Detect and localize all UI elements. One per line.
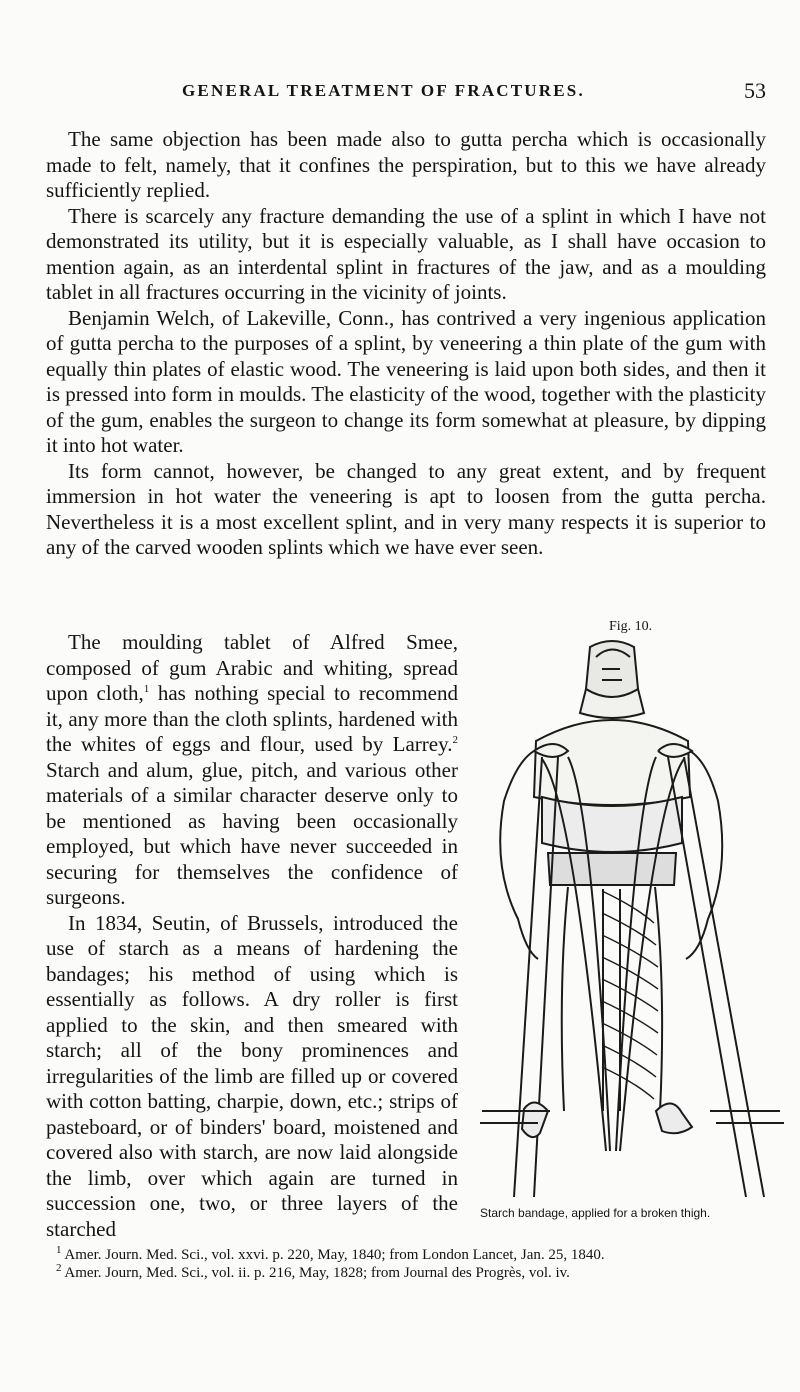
footnote (46, 1264, 766, 1282)
paragraph: There is scarcely any fracture demanding the use of a splint in which I have not demonstrated its utility, but it is especially valuable, as I shall have occasion to mention again, as an interdental splint in fractures of the jaw, and as a moulding tablet in all fractures occurring in the vicinity of joints. (46, 203, 766, 304)
text-span: Starch and alum, glue, pitch, and various other materials of a similar character deserve only to be mentioned as having been occasionally employed, but which have never succeeded in securing for themselves the confidence of surgeons. (46, 757, 458, 909)
page-header (182, 78, 766, 111)
footnote-mark: 2 (56, 1262, 62, 1274)
footnote-text: Amer. Journ. Med. Sci., vol. xxvi. p. 220, May, 1840; from London Lancet, Jan. 25, 1840. (61, 1247, 605, 1263)
text-span: The moulding tablet of Alfred Smee, composed of gum Arabic and whiting, spread upon cloth, (46, 630, 458, 705)
paragraph: The same objection has been made also to gutta percha which is occasionally made to felt, namely, that it confines the perspiration, but to this we have already sufficiently replied. (46, 127, 766, 202)
figure-label: Fig. 10. (609, 619, 653, 634)
text-column (46, 630, 458, 1242)
paragraph: In 1834, Seutin, of Brussels, introduced the use of starch as a means of hardening the bandages; his method of using which is essentially as follows. A dry roller is first applied to the skin, and then smeared with starch; all of the bony prominences and irregularities of the limb are filled up or covered with cotton batting, charpie, down, etc.; strips of pasteboard, or of binders' board, moistened and covered also with starch, are now laid alongside the limb, over which again are turned in succession one, two, or three layers of the starched (46, 910, 458, 1241)
page-number: 53 (744, 78, 766, 103)
footnotes (46, 1246, 766, 1282)
full-width-text (46, 127, 766, 561)
paragraph: Its form cannot, however, be changed to any great extent, and by frequent immersion in hot water the veneering is apt to loosen from the gutta percha. Nevertheless it is a most excellent splint, and in very many respects it is superior to any of the carved wooden splints which we have ever seen. (46, 458, 766, 559)
running-head: GENERAL TREATMENT OF FRACTURES. (182, 81, 585, 100)
paragraph: Benjamin Welch, of Lakeville, Conn., has contrived a very ingenious application of gutta percha to the purposes of a splint, by veneering a thin plate of the gum with equally thin plates of elastic wood. The veneering is laid upon both sides, and then it is pressed into form in moulds. The elasticity of the wood, together with the plasticity of the gum, enables the surgeon to change its form somewhat at pleasure, by dipping it into hot water. (46, 305, 766, 457)
footnote-ref: 2 (452, 734, 458, 746)
starch-bandage-illustration (480, 637, 785, 1205)
text-span: has nothing special to recommend it, any more than the cloth splints, hardened with the whites of eggs and flour, used by Larrey. (46, 681, 458, 756)
footnote-ref: 1 (143, 683, 150, 695)
footnote-mark: 1 (56, 1244, 62, 1256)
paragraph (46, 630, 458, 911)
figure-caption: Starch bandage, applied for a broken thigh. (480, 1206, 711, 1220)
footnote (46, 1246, 766, 1264)
footnote-text: Amer. Journ, Med. Sci., vol. ii. p. 216, May, 1828; from Journal des Progrès, vol. iv. (61, 1265, 570, 1281)
